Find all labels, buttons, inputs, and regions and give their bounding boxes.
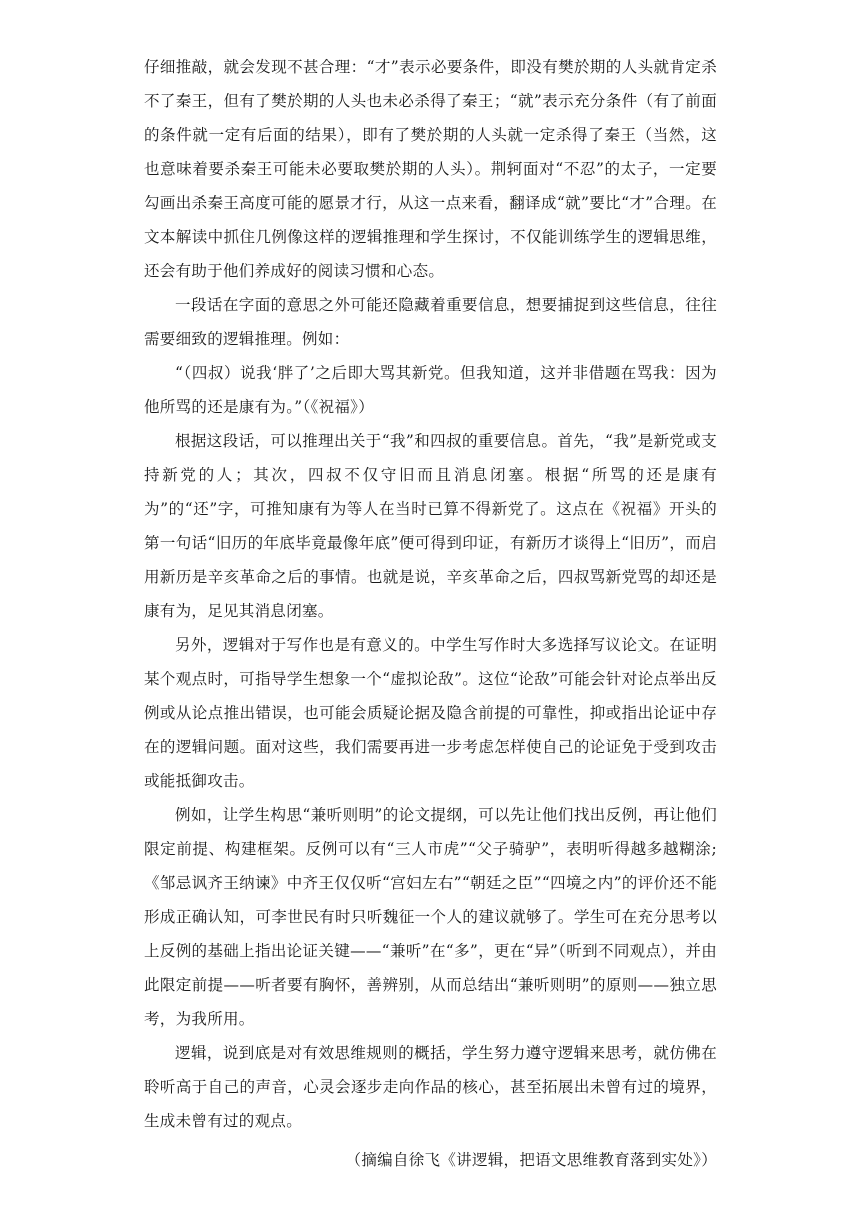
paragraph-6: 例如，让学生构思“兼听则明”的论文提纲，可以先让他们找出反例，再让他们限定前提、构建框架。反例可以有“三人市虎”“父子骑驴”，表明听得越多越糊涂;《邹忌讽齐王纳谏》中齐王仅仅听“宫妇左右”“朝廷之臣”“四境之内”的评价还不能形成正确认知，可李世民有时只听魏征一个人的建议就够了。学生可在充分思考以上反例的基础上指出论证关键——“兼听”在“多”，更在“异”（听到不同观点），并由此限定前提——听者要有胸怀，善辨别，从而总结出“兼听则明”的原则——独立思考，为我所用。 <box>144 806 717 1028</box>
paragraph-5: 另外，逻辑对于写作也是有意义的。中学生写作时大多选择写议论文。在证明某个观点时，可指导学生想象一个“虚拟论敌”。这位“论敌”可能会针对论点举出反例或从论点推出错误，也可能会质疑论据及隐含前提的可靠性，抑或指出论证中存在的逻辑问题。面对这些，我们需要再进一步考虑怎样使自己的论证免于受到攻击或能抵御攻击。 <box>144 636 717 790</box>
paragraph-2: 一段话在字面的意思之外可能还隐藏着重要信息，想要捕捉到这些信息，往往需要细致的逻辑推理。例如： <box>144 296 717 348</box>
source-attribution: （摘编自徐飞《讲逻辑，把语文思维教育落到实处》） <box>345 1151 717 1169</box>
paragraph-1: 仔细推敲，就会发现不甚合理：“才”表示必要条件，即没有樊於期的人头就肯定杀不了秦王，但有了樊於期的人头也未必杀得了秦王；“就”表示充分条件（有了前面的条件就一定有后面的结果），即有了樊於期的人头就一定杀得了秦王（当然，这也意味着要杀秦王可能未必要取樊於期的人头）。荆轲面对“不忍”的太子，一定要勾画出杀秦王高度可能的愿景才行，从这一点来看，翻译成“就”要比“才”合理。在文本解读中抓住几例像这样的逻辑推理和学生探讨，不仅能训练学生的逻辑思维，还会有助于他们养成好的阅读习惯和心态。 <box>144 58 717 280</box>
quotation-paragraph: “（四叔）说我‘胖了’之后即大骂其新党。但我知道，这并非借题在骂我：因为他所骂的还是康有为。”（《祝福》） <box>144 364 717 416</box>
paragraph-4: 根据这段话，可以推理出关于“我”和四叔的重要信息。首先，“我”是新党或支持新党的人；其次，四叔不仅守旧而且消息闭塞。根据“所骂的还是康有为”的“还”字，可推知康有为等人在当时已算不得新党了。这点在《祝福》开头的第一句话“旧历的年底毕竟最像年底”便可得到印证，有新历才谈得上“旧历”，而启用新历是辛亥革命之后的事情。也就是说，辛亥革命之后，四叔骂新党骂的却还是康有为，足见其消息闭塞。 <box>144 432 717 620</box>
paragraph-7: 逻辑，说到底是对有效思维规则的概括，学生努力遵守逻辑来思考，就仿佛在聆听高于自己的声音，心灵会逐步走向作品的核心，甚至拓展出未曾有过的境界，生成未曾有过的观点。 <box>144 1044 717 1130</box>
article-body <box>144 50 717 1177</box>
